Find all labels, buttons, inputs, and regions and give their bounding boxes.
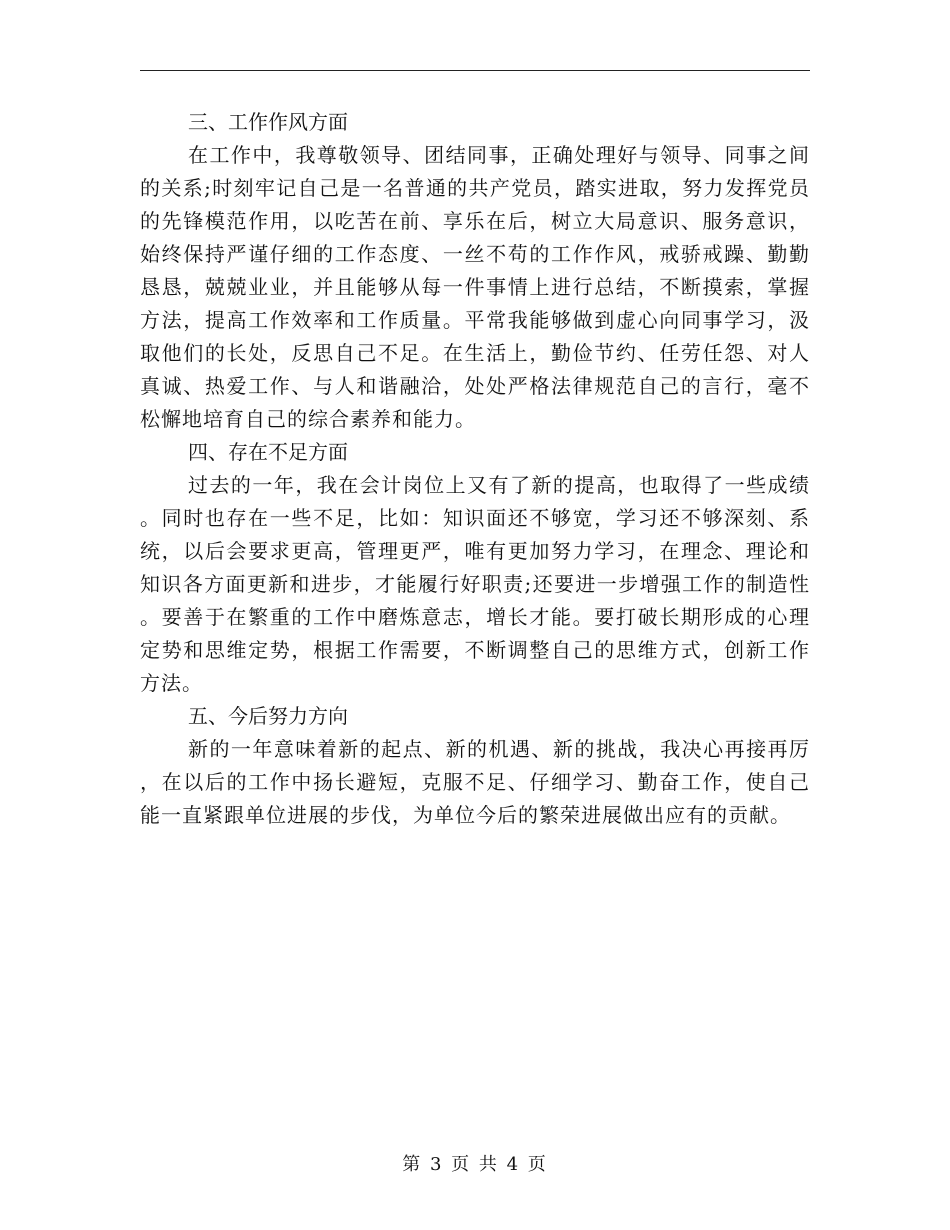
section-paragraph: 新的一年意味着新的起点、新的机遇、新的挑战，我决心再接再厉，在以后的工作中扬长避短，克服不足、仔细学习、勤奋工作，使自己能一直紧跟单位进展的步伐，为单位今后的繁荣进展做出应有的贡献。	[140, 737, 810, 827]
section-heading: 五、今后努力方向	[188, 704, 348, 728]
section-work-style	[140, 106, 810, 436]
header-rule	[140, 70, 810, 71]
section-future-direction	[140, 700, 810, 832]
section-heading: 四、存在不足方面	[188, 440, 348, 464]
section-shortcomings	[140, 436, 810, 700]
document-body	[140, 106, 810, 832]
section-paragraph: 在工作中，我尊敬领导、团结同事，正确处理好与领导、同事之间的关系;时刻牢记自己是一名普通的共产党员，踏实进取，努力发挥党员的先锋模范作用，以吃苦在前、享乐在后，树立大局意识、服务意识，始终保持严谨仔细的工作态度、一丝不苟的工作作风，戒骄戒躁、勤勤恳恳，兢兢业业，并且能够从每一件事情上进行总结，不断摸索，掌握方法，提高工作效率和工作质量。平常我能够做到虚心向同事学习，汲取他们的长处，反思自己不足。在生活上，勤俭节约、任劳任怨、对人真诚、热爱工作、与人和谐融洽，处处严格法律规范自己的言行，毫不松懈地培育自己的综合素养和能力。	[140, 143, 810, 431]
page-number-footer: 第 3 页 共 4 页	[402, 1154, 548, 1175]
section-heading: 三、工作作风方面	[188, 110, 348, 134]
section-paragraph: 过去的一年，我在会计岗位上又有了新的提高，也取得了一些成绩。同时也存在一些不足，比如：知识面还不够宽，学习还不够深刻、系统，以后会要求更高，管理更严，唯有更加努力学习，在理念、理论和知识各方面更新和进步，才能履行好职责;还要进一步增强工作的制造性。要善于在繁重的工作中磨炼意志，增长才能。要打破长期形成的心理定势和思维定势，根据工作需要，不断调整自己的思维方式，创新工作方法。	[140, 473, 810, 695]
